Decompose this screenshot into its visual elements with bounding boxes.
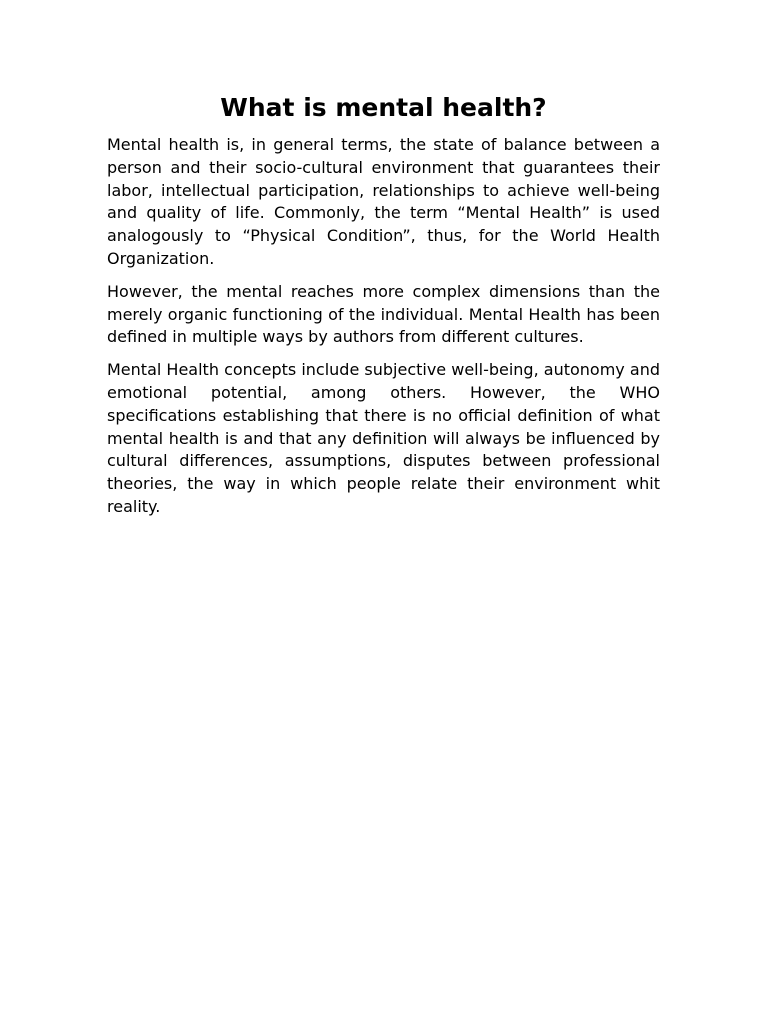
- paragraph-1: Mental health is, in general terms, the state of balance between a person and their socio-cultural environment that guarantees their labor, intellectual participation, relationships to achieve well-being and quality of life. Commonly, the term “Mental Health” is used analogously to “Physical Condition”, thus, for the World Health Organization.: [107, 135, 660, 268]
- document-page: [107, 90, 660, 529]
- paragraph-3: Mental Health concepts include subjective well-being, autonomy and emotional potential, among others. However, the WHO specifications establishing that there is no official definition of what mental health is and that any definition will always be influenced by cultural differences, assumptions, disputes between professional theories, the way in which people relate their environment whit reality.: [107, 360, 660, 516]
- paragraph-2: However, the mental reaches more complex dimensions than the merely organic functioning of the individual. Mental Health has been defined in multiple ways by authors from different cultures.: [107, 281, 660, 347]
- page-title: What is mental health?: [220, 93, 547, 122]
